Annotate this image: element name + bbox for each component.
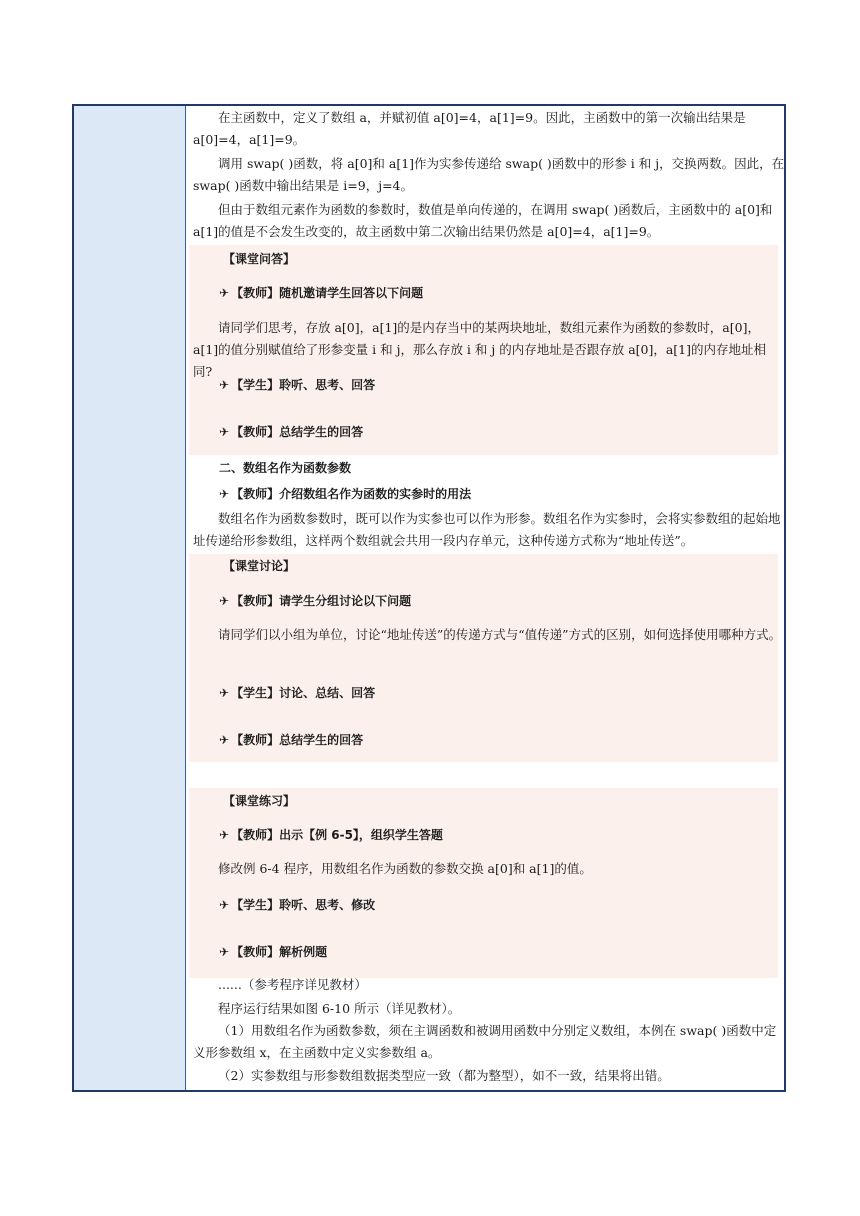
discussion-student-line: ✈ 【学生】讨论、总结、回答 [219, 686, 376, 700]
qa-teacher-line: ✈ 【教师】随机邀请学生回答以下问题 [219, 286, 424, 300]
note-two: （2）实参数组与形参数组数据类型应一致（都为整型），如不一致，结果将出错。 [218, 1068, 670, 1083]
reference-program: ......（参考程序详见教材） [218, 977, 367, 992]
paragraph-swap-call: 调用 swap( )函数，将 a[0]和 a[1]作为实参传递给 swap( )函数中的形参 i 和 j，交换两数。因此，在 swap( )函数中输出结果是 i=9，j=4。 [193, 156, 785, 193]
plane-icon: ✈ [219, 286, 230, 300]
plane-icon: ✈ [219, 898, 230, 912]
section2-title: 二、数组名作为函数参数 [219, 461, 352, 475]
qa-student-line: ✈ 【学生】聆听、思考、回答 [219, 378, 376, 392]
plane-icon: ✈ [219, 733, 230, 747]
plane-icon: ✈ [219, 487, 230, 501]
content-cell [187, 106, 784, 1090]
plane-icon: ✈ [219, 686, 230, 700]
discussion-teacher-line: ✈ 【教师】请学生分组讨论以下问题 [219, 594, 412, 608]
plane-icon: ✈ [219, 828, 230, 842]
practice-teacher-line: ✈ 【教师】出示【例 6-5】，组织学生答题 [219, 828, 443, 842]
plane-icon: ✈ [219, 594, 230, 608]
discussion-teacher-summary: ✈ 【教师】总结学生的回答 [219, 733, 364, 747]
qa-teacher-summary: ✈ 【教师】总结学生的回答 [219, 425, 364, 439]
plane-icon: ✈ [219, 945, 230, 959]
left-column [74, 106, 186, 1090]
section2-teacher-line: ✈ 【教师】介绍数组名作为函数的实参时的用法 [219, 487, 472, 501]
practice-title: 【课堂练习】 [223, 794, 296, 808]
practice-task: 修改例 6-4 程序，用数组名作为函数的参数交换 a[0]和 a[1]的值。 [218, 861, 592, 876]
discussion-title: 【课堂讨论】 [223, 559, 296, 573]
section2-paragraph: 数组名作为函数参数时，既可以作为实参也可以作为形参。数组名作为实参时，会将实参数组的起始地址传递给形参数组，这样两个数组就会共用一段内存单元，这种传递方式称为“地址传送”。 [193, 511, 781, 548]
paragraph-initial-output: 在主函数中，定义了数组 a，并赋初值 a[0]=4，a[1]=9。因此，主函数中的第一次输出结果是 a[0]=4，a[1]=9。 [193, 110, 746, 147]
qa-title: 【课堂问答】 [223, 252, 296, 266]
practice-teacher-analysis: ✈ 【教师】解析例题 [219, 945, 328, 959]
plane-icon: ✈ [219, 425, 230, 439]
practice-student-line: ✈ 【学生】聆听、思考、修改 [219, 898, 376, 912]
run-result: 程序运行结果如图 6-10 所示（详见教材）。 [218, 1001, 461, 1016]
plane-icon: ✈ [219, 378, 230, 392]
discussion-question: 请同学们以小组为单位，讨论“地址传送”的传递方式与“值传递”方式的区别，如何选择使用哪种方式。 [218, 627, 782, 642]
paragraph-one-way-transfer: 但由于数组元素作为函数的参数时，数值是单向传递的，在调用 swap( )函数后，主函数中的 a[0]和 a[1]的值是不会发生改变的，故主函数中第二次输出结果仍然是 a[0]=4，a[1]=9。 [193, 202, 773, 239]
note-one: （1）用数组名作为函数参数，须在主调函数和被调用函数中分别定义数组，本例在 swap( )函数中定义形参数组 x，在主函数中定义实参数组 a。 [193, 1023, 777, 1060]
lesson-table [72, 104, 786, 1092]
qa-question: 请同学们思考，存放 a[0]，a[1]的是内存当中的某两块地址，数组元素作为函数的参数时，a[0]，a[1]的值分别赋值给了形参变量 i 和 j，那么存放 i 和 j 的内存地址是否跟存放 a[0]，a[1]的内存地址相同? [193, 320, 767, 379]
